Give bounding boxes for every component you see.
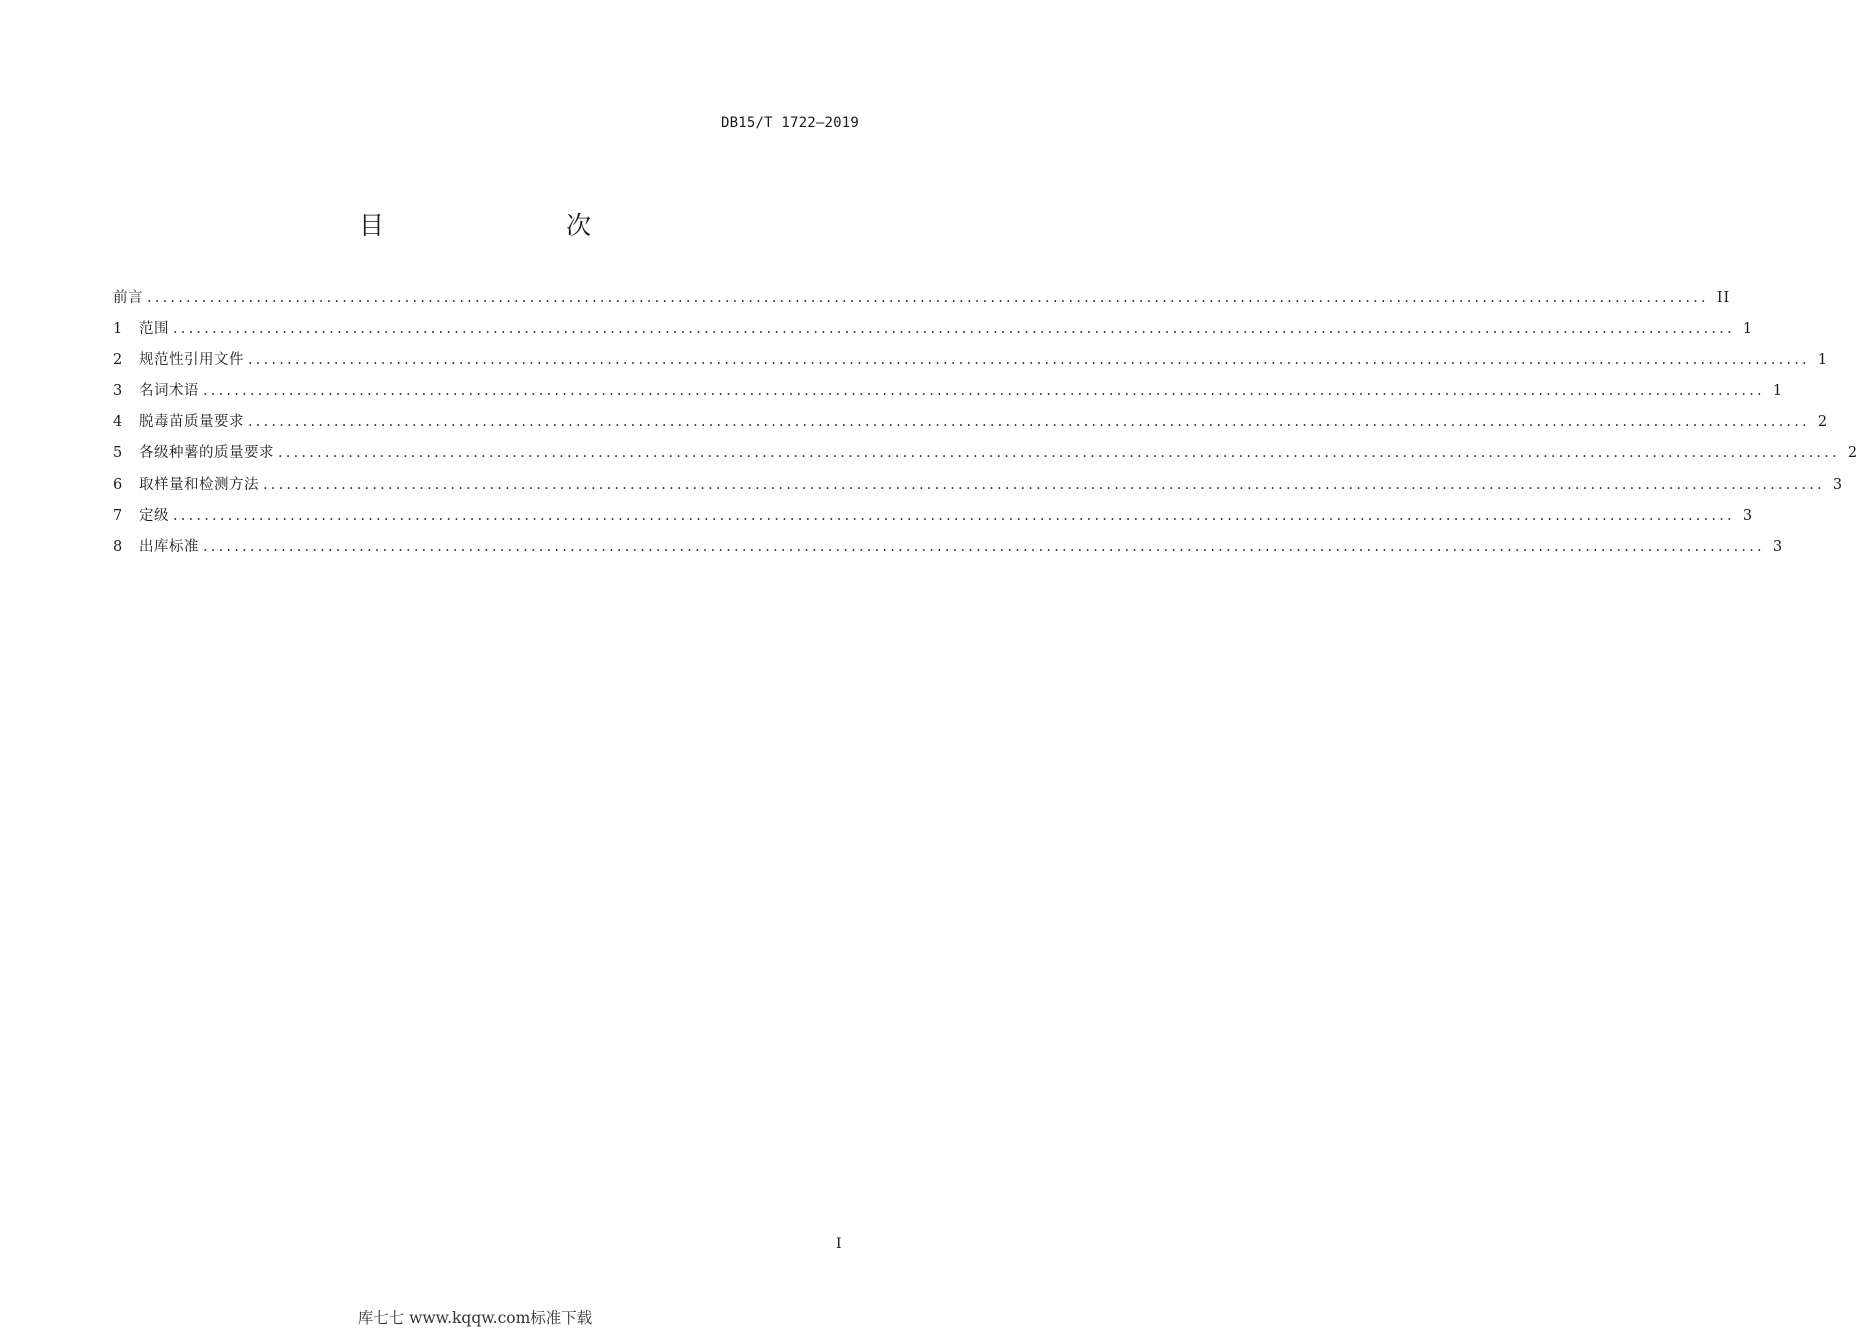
toc-entry-page: 3 [1832, 476, 1844, 493]
toc-entry-number: 2 [113, 352, 123, 369]
toc-entry-label: 前言 [113, 290, 143, 306]
dot-leader: ........................................................................................................................................................................................................ [147, 290, 1709, 306]
table-of-contents [113, 287, 1858, 567]
toc-entry-number: 7 [113, 507, 123, 524]
page-title: 目 次 [358, 211, 635, 240]
toc-entry-label: 取样量和检测方法 [139, 476, 259, 493]
toc-entry-3[interactable] [113, 380, 1784, 411]
toc-entry-6[interactable] [113, 474, 1844, 505]
dot-leader: ........................................................................................................................................................................................................ [173, 507, 1735, 524]
toc-entry-page: 3 [1772, 538, 1784, 555]
dot-leader: ........................................................................................................................................................................................................ [248, 352, 1810, 369]
toc-entry-5[interactable] [113, 442, 1858, 473]
toc-entry-1[interactable] [113, 318, 1754, 349]
toc-entry-page: 3 [1742, 507, 1754, 524]
toc-entry-page: 1 [1742, 321, 1754, 338]
toc-entry-label: 规范性引用文件 [139, 352, 244, 369]
toc-entry-8[interactable] [113, 536, 1784, 567]
toc-entry-label: 范围 [139, 321, 169, 338]
toc-entry-number: 6 [113, 476, 123, 493]
toc-entry-label: 定级 [139, 507, 169, 524]
toc-entry-4[interactable] [113, 411, 1829, 442]
toc-entry-number: 1 [113, 321, 123, 338]
toc-entry-label: 各级种薯的质量要求 [139, 445, 274, 462]
dot-leader: ........................................................................................................................................................................................................ [263, 476, 1825, 493]
toc-entry-page: 1 [1772, 383, 1784, 400]
toc-entry-label: 名词术语 [139, 383, 199, 400]
footer-watermark: 库七七 www.kqqw.com标准下载 [357, 1309, 593, 1327]
toc-entry-page: II [1716, 290, 1731, 306]
toc-entry-page: 1 [1817, 352, 1829, 369]
toc-entry-7[interactable] [113, 505, 1754, 536]
dot-leader: ........................................................................................................................................................................................................ [278, 445, 1840, 462]
standard-code: DB15/T 1722—2019 [720, 115, 859, 131]
toc-entry-2[interactable] [113, 349, 1829, 380]
dot-leader: ........................................................................................................................................................................................................ [203, 383, 1765, 400]
page-number: I [836, 1236, 842, 1252]
toc-entry-label: 脱毒苗质量要求 [139, 414, 244, 431]
toc-entry-number: 5 [113, 445, 123, 462]
toc-entry-page: 2 [1847, 445, 1858, 462]
dot-leader: ........................................................................................................................................................................................................ [203, 538, 1765, 555]
toc-entry-label: 出库标准 [139, 538, 199, 555]
dot-leader: ........................................................................................................................................................................................................ [173, 321, 1735, 338]
toc-entry-number: 8 [113, 538, 123, 555]
toc-entry-page: 2 [1817, 414, 1829, 431]
toc-entry-number: 4 [113, 414, 123, 431]
dot-leader: ........................................................................................................................................................................................................ [248, 414, 1810, 431]
toc-entry-foreword[interactable] [113, 287, 1731, 318]
toc-entry-number: 3 [113, 383, 123, 400]
